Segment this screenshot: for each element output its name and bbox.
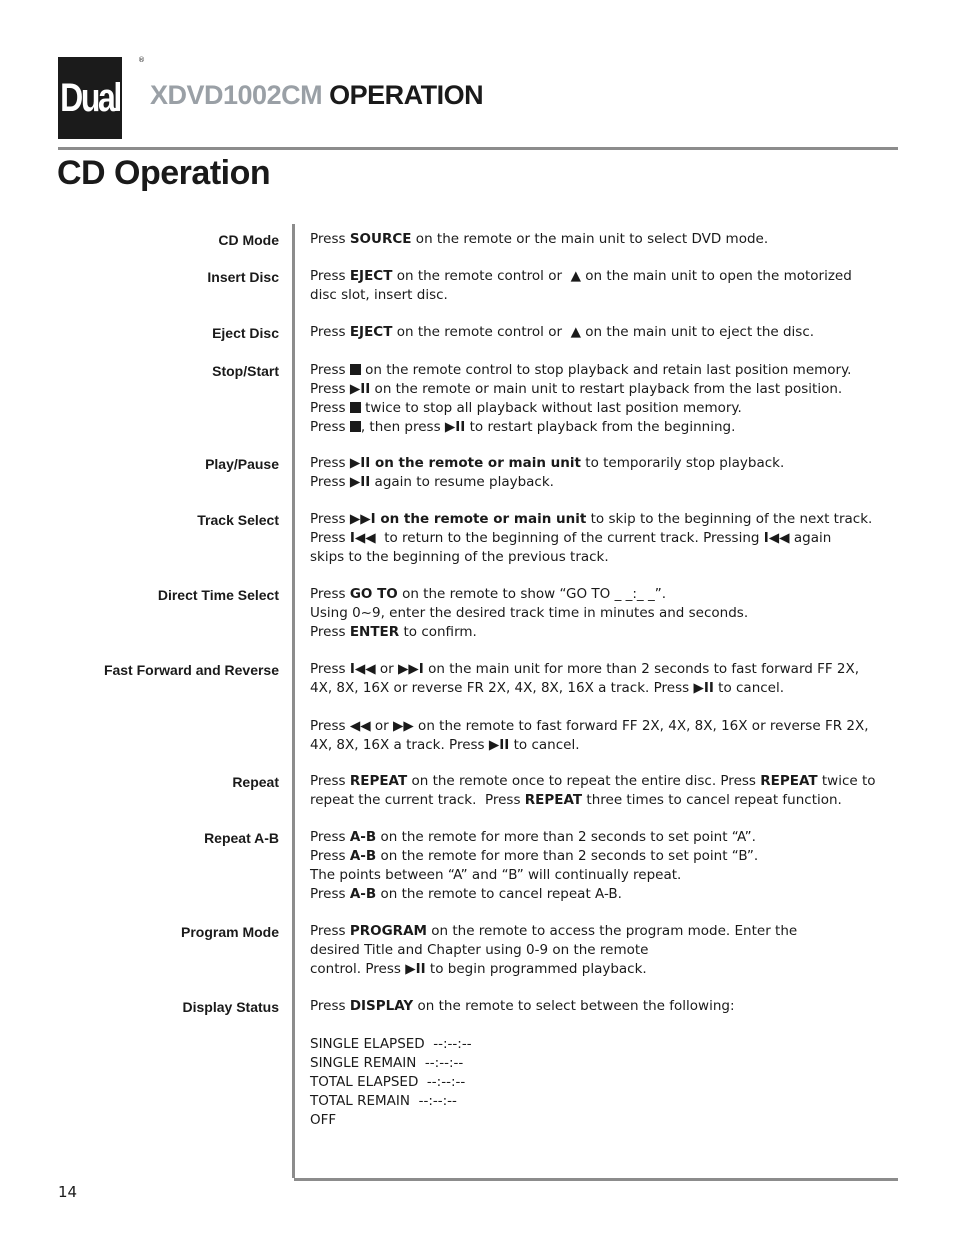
text-segment: on the remote to fast forward FF 2X, 4X, 8X, 16X or reverse FR 2X, [413,718,869,734]
text-segment: SOURCE [349,231,412,247]
row-description [310,323,870,342]
page-title: CD Operation [57,154,271,192]
text-segment: TOTAL REMAIN --:--:-- [310,1093,457,1109]
logo-text: Dual [60,75,120,120]
text-segment: ▶II [349,474,371,490]
text-segment: skips to the beginning of the previous track. [310,549,609,565]
text-segment: REPEAT [349,773,408,789]
text-line [310,885,870,904]
text-segment: I◀◀ [349,661,376,677]
text-line [310,1111,870,1130]
text-segment: ◀◀ [349,718,371,734]
text-segment: on the remote control to stop playback and retain last position memory. [360,362,852,378]
row-description [310,510,873,567]
text-segment: Press [310,419,350,435]
text-segment: I◀◀ [349,530,376,546]
text-line [310,847,870,866]
text-segment: Press [310,231,350,247]
stop-icon [350,364,361,375]
text-segment: Press [310,923,350,939]
text-segment: on the remote or the main unit to select DVD mode. [411,231,769,247]
text-segment: ▶▶ [393,718,414,734]
text-segment: Press [310,530,350,546]
bottom-divider [294,1178,898,1181]
text-segment: again to resume playback. [370,474,554,490]
text-segment: The points between “A” and “B” will continually repeat. [310,867,682,883]
row-description [310,454,870,492]
text-segment: twice to stop all playback without last position memory. [360,400,742,416]
header-section: OPERATION [329,80,484,110]
text-line [310,736,870,755]
text-segment: three times to cancel repeat function. [582,792,842,808]
text-line [310,473,870,492]
text-segment: on the main unit to open the motorized [581,268,852,284]
text-line [310,1092,870,1111]
text-segment: A-B [349,848,377,864]
text-segment: on the main unit for more than 2 seconds to fast forward FF 2X, [423,661,860,677]
text-line [310,548,870,567]
text-segment: twice to [817,773,876,789]
text-segment: Press [310,773,350,789]
text-line [310,997,870,1016]
top-divider [58,147,898,150]
text-line [310,1016,870,1035]
text-line [310,454,870,473]
text-segment: A-B [349,829,377,845]
text-segment: Press [310,511,350,527]
text-segment: Press [310,718,350,734]
text-segment: on the remote to access the program mode. Enter the [426,923,798,939]
text-segment: DISPLAY [349,998,414,1014]
text-line [310,698,870,717]
text-segment: ▶▶I [398,661,424,677]
text-segment: to temporarily stop playback. [580,455,785,471]
row-label: Repeat A-B [204,830,279,846]
text-segment: Press [310,381,350,397]
text-segment: desired Title and Chapter using 0-9 on the remote [310,942,649,958]
text-line [310,1073,870,1092]
text-segment: Press [310,886,350,902]
text-line [310,230,870,249]
text-segment: to begin programmed playback. [425,961,647,977]
text-line [310,623,870,642]
text-segment: ▶II [488,737,510,753]
text-segment: Press [310,268,350,284]
text-segment: , then press [360,419,445,435]
text-segment: Press [310,829,350,845]
text-segment: to return to the beginning of the current track. Pressing [375,530,764,546]
row-label: Track Select [197,512,279,528]
text-segment: I◀◀ [763,530,790,546]
text-segment: EJECT [349,268,393,284]
text-segment: SINGLE REMAIN --:--:-- [310,1055,464,1071]
text-line [310,960,870,979]
text-segment: REPEAT [760,773,818,789]
text-segment: to cancel. [713,680,785,696]
text-line [310,510,873,529]
page-number: 14 [58,1183,78,1201]
row-description [310,828,870,904]
text-segment: repeat the current track. Press [310,792,525,808]
text-line [310,772,876,791]
text-segment: on the remote for more than 2 seconds to set point “A”. [376,829,756,845]
text-segment: Press [310,998,350,1014]
text-segment: 4X, 8X, 16X a track. Press [310,737,489,753]
text-line [310,791,870,810]
text-segment: on the main unit to eject the disc. [581,324,815,340]
text-segment: Using 0~9, enter the desired track time in minutes and seconds. [310,605,749,621]
text-line [310,361,870,380]
text-segment: again [789,530,832,546]
text-segment: to restart playback from the beginning. [465,419,736,435]
text-segment: on the remote control or [392,268,571,284]
text-segment: A-B [349,886,377,902]
row-label: Fast Forward and Reverse [103,662,279,678]
text-segment: to confirm. [399,624,477,640]
row-label: Stop/Start [212,363,279,379]
text-segment: ▶▶I on the remote or main unit [349,511,587,527]
text-segment: ▶II on the remote or main unit [349,455,581,471]
text-segment: Press [310,474,350,490]
text-segment: ▶II [693,680,714,696]
row-label: Direct Time Select [157,587,279,603]
text-line [310,828,870,847]
row-description [310,267,870,305]
text-line [310,660,870,679]
text-segment: EJECT [349,324,393,340]
text-segment: ▲ [570,324,581,340]
text-segment: disc slot, insert disc. [310,287,448,303]
text-segment: Press [310,362,350,378]
text-segment: ▶II [405,961,426,977]
text-segment: ▶II [444,419,466,435]
text-segment: REPEAT [524,792,583,808]
stop-icon [350,402,361,413]
text-segment: SINGLE ELAPSED --:--:-- [310,1036,472,1052]
row-description [310,772,876,810]
text-line [310,679,870,698]
row-description [310,230,870,249]
text-segment: ▶II [349,381,371,397]
text-line [310,922,870,941]
text-line [310,717,870,736]
text-segment: on the remote control or [392,324,571,340]
text-segment: Press [310,848,350,864]
row-description [310,660,870,755]
text-line [310,286,870,305]
text-line [310,380,870,399]
text-segment: ▲ [570,268,581,284]
row-label: Display Status [182,999,279,1015]
row-label: Program Mode [180,924,279,940]
text-line [310,604,870,623]
text-segment: to skip to the beginning of the next track. [586,511,873,527]
text-line [310,399,870,418]
row-label: Play/Pause [205,456,279,472]
header-model: XDVD1002CM [150,80,323,110]
text-line [310,418,870,437]
row-label: Eject Disc [212,325,279,341]
text-segment: Press [310,324,350,340]
registered-mark: ® [138,56,145,64]
text-line [310,529,870,548]
text-segment: Press [310,661,350,677]
text-segment: Press [310,455,350,471]
row-label: Repeat [232,774,279,790]
text-segment: on the remote or main unit to restart playback from the last position. [370,381,843,397]
text-line [310,866,870,885]
text-segment: to cancel. [509,737,580,753]
text-line [310,941,870,960]
header-title [150,80,483,114]
text-segment: TOTAL ELAPSED --:--:-- [310,1074,466,1090]
text-segment: on the remote for more than 2 seconds to set point “B”. [376,848,759,864]
row-description [310,922,870,979]
row-label: Insert Disc [207,269,279,285]
text-line [310,1054,870,1073]
text-segment: Press [310,400,350,416]
text-segment: PROGRAM [349,923,427,939]
text-segment: Press [310,586,350,602]
text-segment: Press [310,624,350,640]
text-line [310,585,870,604]
text-segment: or [370,718,393,734]
text-segment: OFF [310,1112,337,1128]
text-line [310,323,870,342]
row-description [310,585,870,642]
text-segment: ENTER [349,624,400,640]
text-segment: on the remote once to repeat the entire disc. Press [407,773,761,789]
text-segment: on the remote to show “GO TO _ _:_ _”. [397,586,666,602]
text-segment: on the remote to select between the following: [413,998,735,1014]
row-description [310,997,870,1130]
row-description [310,361,870,437]
text-segment: control. Press [310,961,406,977]
column-divider [292,224,295,1178]
stop-icon [350,421,361,432]
dual-logo [58,57,122,139]
text-segment: on the remote to cancel repeat A-B. [376,886,622,902]
row-label: CD Mode [218,232,279,248]
text-segment: 4X, 8X, 16X or reverse FR 2X, 4X, 8X, 16X a track. Press [310,680,694,696]
text-line [310,267,870,286]
text-segment: GO TO [349,586,398,602]
text-segment: or [375,661,399,677]
text-line [310,1035,870,1054]
